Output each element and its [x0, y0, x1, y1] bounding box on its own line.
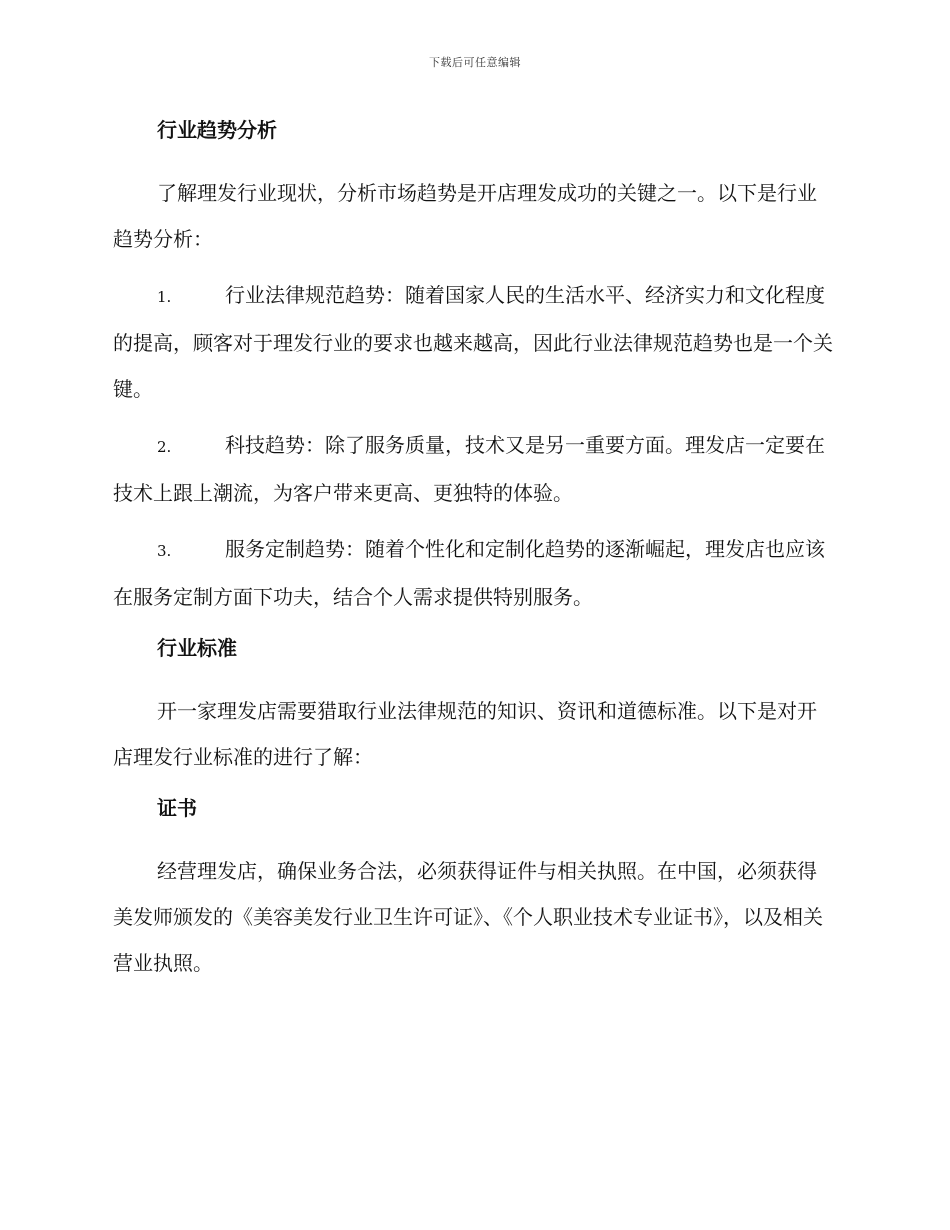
standard-intro-paragraph: 开一家理发店需要猎取行业法律规范的知识、资讯和道德标准。以下是对开店理发行业标准的进行了解： [113, 699, 817, 769]
list-item-text: 科技趋势：除了服务质量，技术又是另一重要方面。理发店一定要在技术上跟上潮流，为客户带来更高、更独特的体验。 [113, 433, 825, 505]
trend-list-item-3 [113, 526, 835, 620]
page-header: 下载后可任意编辑 [429, 56, 521, 69]
trend-list-item-2 [113, 422, 835, 516]
section-heading-trend: 行业趋势分析 [157, 118, 277, 142]
document-body [113, 112, 835, 996]
list-number: 1. [157, 288, 172, 306]
trend-list-item-1 [113, 272, 835, 412]
section-heading-standard: 行业标准 [157, 636, 237, 660]
list-number: 2. [157, 438, 172, 456]
certificate-paragraph: 经营理发店，确保业务合法，必须获得证件与相关执照。在中国，必须获得美发师颁发的《美容美发行业卫生许可证》、《个人职业技术专业证书》，以及相关营业执照。 [113, 859, 823, 975]
list-item-text: 服务定制趋势：随着个性化和定制化趋势的逐渐崛起，理发店也应该在服务定制方面下功夫，结合个人需求提供特别服务。 [113, 537, 825, 609]
list-number: 3. [157, 542, 172, 560]
section-heading-certificate: 证书 [157, 796, 197, 820]
list-item-text: 行业法律规范趋势：随着国家人民的生活水平、经济实力和文化程度的提高，顾客对于理发行业的要求也越来越高，因此行业法律规范趋势也是一个关键。 [113, 283, 833, 401]
trend-intro-paragraph: 了解理发行业现状，分析市场趋势是开店理发成功的关键之一。以下是行业趋势分析： [113, 181, 817, 251]
